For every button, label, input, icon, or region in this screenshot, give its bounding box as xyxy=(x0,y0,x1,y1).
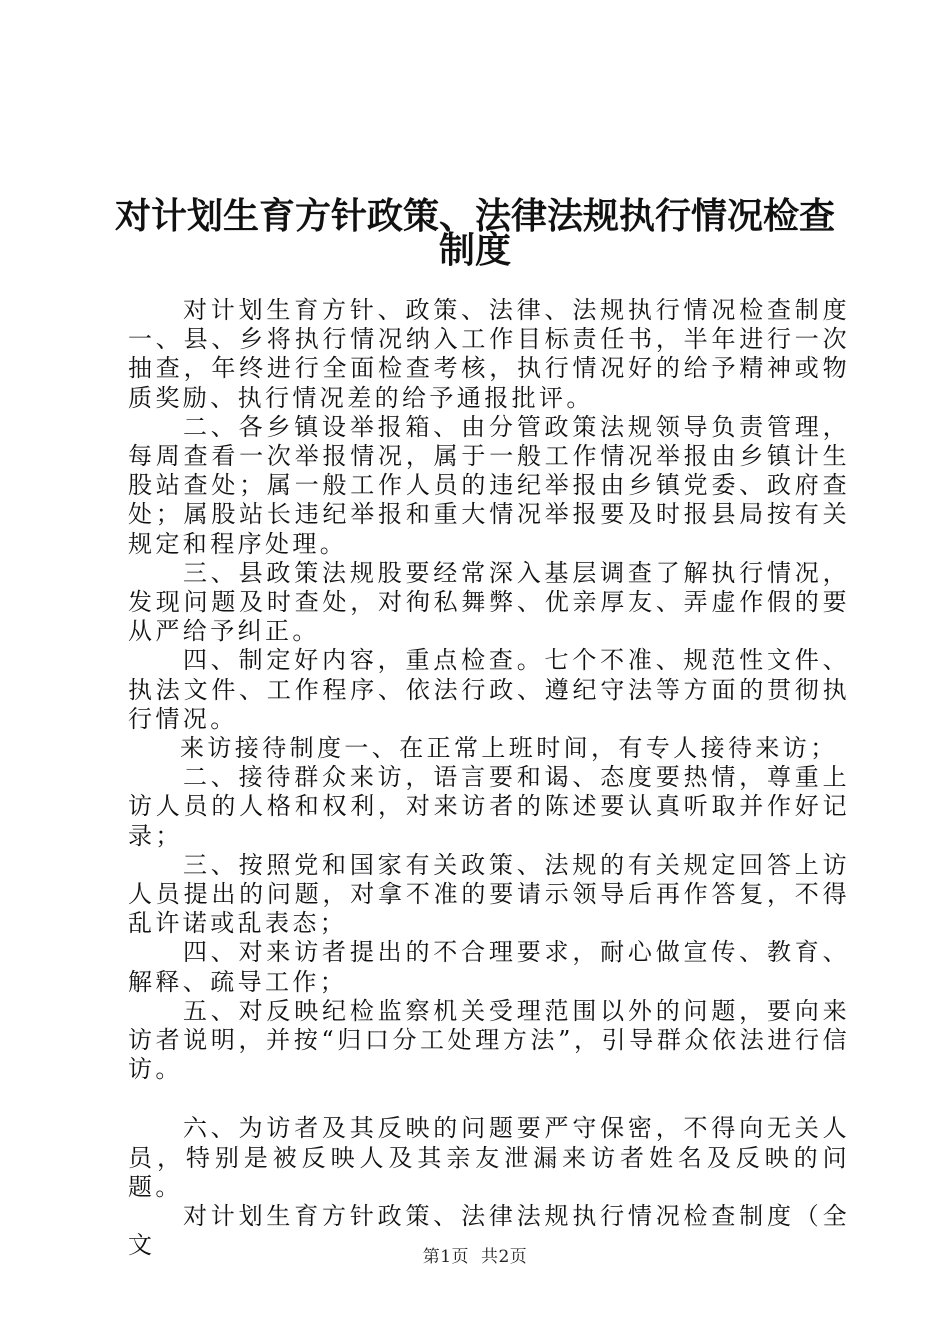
paragraph-11: 对计划生育方针政策、法律法规执行情况检查制度（全文 xyxy=(128,1202,850,1260)
paragraph-2: 二、各乡镇设举报箱、由分管政策法规领导负责管理，每周查看一次举报情况，属于一般工作情况举报由乡镇计生股站查处；属一般工作人员的违纪举报由乡镇党委、政府查处；属股站长违纪举报和重大情况举报要及时报县局按有关规定和程序处理。 xyxy=(128,412,850,558)
paragraph-3: 三、县政策法规股要经常深入基层调查了解执行情况，发现问题及时查处，对徇私舞弊、优亲厚友、弄虚作假的要从严给予纠正。 xyxy=(128,558,850,646)
document-title-line2: 制度 xyxy=(438,229,511,271)
paragraph-4: 四、制定好内容，重点检查。七个不准、规范性文件、执法文件、工作程序、依法行政、遵纪守法等方面的贯彻执行情况。 xyxy=(128,646,850,733)
paragraph-5: 来访接待制度一、在正常上班时间，有专人接待来访； xyxy=(180,734,838,763)
paragraph-gap xyxy=(128,1084,850,1114)
page-total: 共2页 xyxy=(480,1247,528,1267)
paragraph-1: 对计划生育方针、政策、法律、法规执行情况检查制度一、县、乡将执行情况纳入工作目标责任书，半年进行一次抽查，年终进行全面检查考核，执行情况好的给予精神或物质奖励、执行情况差的给予通报批评。 xyxy=(128,296,850,412)
document-title-line1: 对计划生育方针政策、法律法规执行情况检查 xyxy=(114,195,835,237)
paragraph-10: 六、为访者及其反映的问题要严守保密，不得向无关人员，特别是被反映人及其亲友泄漏来访者姓名及反映的问题。 xyxy=(128,1114,850,1201)
paragraph-8: 四、对来访者提出的不合理要求，耐心做宣传、教育、解释、疏导工作； xyxy=(128,938,850,996)
page-number: 第1页 xyxy=(422,1247,470,1267)
paragraph-7: 三、按照党和国家有关政策、法规的有关规定回答上访人员提出的问题，对拿不准的要请示领导后再作答复，不得乱许诺或乱表态； xyxy=(128,850,850,938)
paragraph-9: 五、对反映纪检监察机关受理范围以外的问题，要向来访者说明，并按“归口分工处理方法”，引导群众依法进行信访。 xyxy=(128,996,850,1084)
document-body xyxy=(128,296,850,1261)
paragraph-6: 二、接待群众来访，语言要和谒、态度要热情，尊重上访人员的人格和权利，对来访者的陈述要认真听取并作好记录； xyxy=(128,763,850,850)
page-footer xyxy=(0,1242,950,1267)
